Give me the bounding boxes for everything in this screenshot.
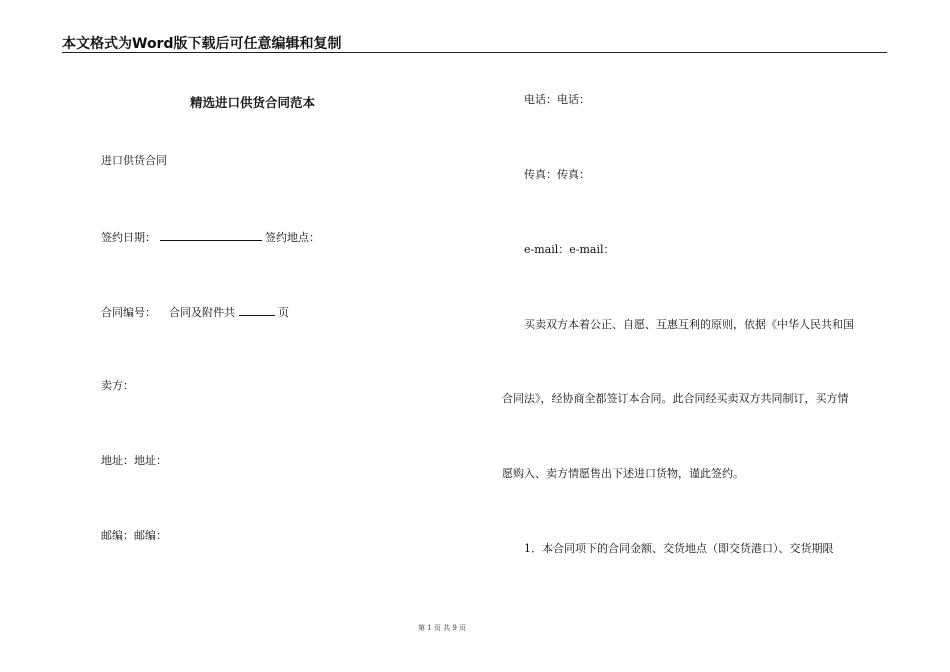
sign-place-label: 签约地点： [265, 231, 320, 244]
pages-suffix: 页 [278, 306, 289, 319]
pages-blank[interactable] [239, 304, 275, 316]
paragraph-line-3: 愿购入、卖方情愿售出下述进口货物，谨此签约。 [502, 467, 744, 480]
address-line: 地址：地址： [101, 454, 167, 467]
banner-text: 本文格式为Word版下载后可任意编辑和复制 [62, 36, 342, 52]
contract-no-label: 合同编号： [101, 306, 156, 319]
page-number: 第 1 页 共 9 页 [417, 624, 467, 632]
sign-date-row [101, 229, 320, 245]
paragraph-line-1: 买卖双方本着公正、自愿、互惠互利的原则，依据《中华人民共和国 [524, 318, 854, 331]
phone-line: 电话：电话： [524, 93, 590, 106]
postcode-line: 邮编：邮编： [101, 529, 167, 542]
pages-prefix: 合同及附件共 [169, 306, 235, 319]
sign-date-blank[interactable] [160, 229, 262, 241]
banner-divider [62, 52, 887, 53]
clause-1-line: 1．本合同项下的合同金额、交货地点（即交货港口）、交货期限 [524, 542, 834, 555]
email-line: e-mail：e-mail： [524, 243, 615, 256]
document-title: 精选进口供货合同范本 [190, 95, 316, 110]
fax-line: 传真：传真： [524, 168, 590, 181]
contract-heading: 进口供货合同 [101, 154, 167, 167]
contract-no-row [101, 304, 289, 320]
sign-date-label: 签约日期： [101, 231, 156, 244]
seller-label: 卖方： [101, 379, 134, 392]
paragraph-line-2: 合同法》，经协商全都签订本合同。此合同经买卖双方共同制订，买方情 [502, 392, 849, 405]
